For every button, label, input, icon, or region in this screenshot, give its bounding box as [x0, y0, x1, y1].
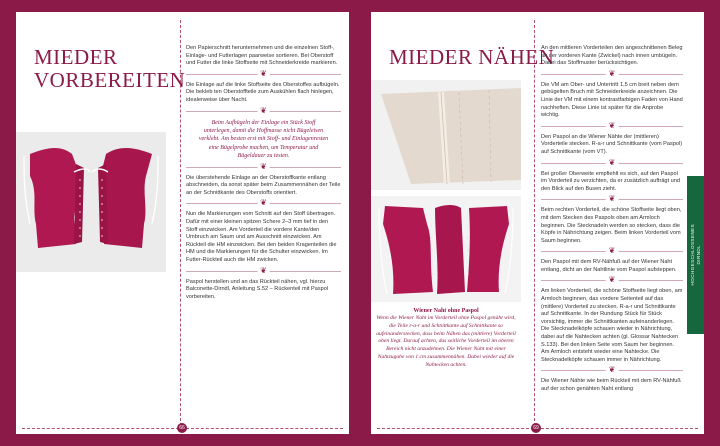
bodice-front-photo: [371, 196, 521, 302]
paragraph: Bei großer Oberweite empfiehlt es sich, auf den Paspol im Vorderteil zu verzichten, da er zusätzlich aufträgt und den Blick auf den Busen zieht.: [541, 170, 680, 192]
right-text-column: [541, 45, 683, 400]
ornament-divider: [186, 203, 341, 204]
ornament-divider: [541, 163, 683, 164]
bodice-parts-photo: [16, 132, 166, 272]
ornament-divider: [186, 167, 341, 168]
left-page-title: MIEDER VORBEREITEN: [34, 45, 186, 92]
page-number: 69: [531, 423, 541, 433]
chapter-side-tab[interactable]: [687, 176, 704, 334]
paragraph: Den Paspol mit dem RV-Nähfuß auf der Wiener Naht entlang, dicht an der Nahtlinie vom Paspol aufsteppen.: [541, 259, 677, 273]
paragraph: Die überstehende Einlage an der Oberstoffkante entlang abschneiden, da sonst später beim Zusammennähen der Teile an der Schnittkante des Oberstoffs orientiert.: [186, 174, 341, 196]
paragraph: Die Einlage auf die linke Stoffseite des Oberstoffes aufbügeln. Die bekleb ten Oberstoffteile zum Auskühlen flach hinlegen, idealerweise über Nacht.: [186, 81, 340, 103]
paragraph: Die Wiener Nähte wie beim Rückteil mit dem RV-Nähfuß auf der schon genähten Naht entlang: [541, 378, 681, 392]
canvas-basting-photo: [371, 80, 521, 190]
ornament-divider: [541, 370, 683, 371]
page-number: 66: [177, 423, 187, 433]
paragraph: Nun die Markierungen vom Schnitt auf den Stoff übertragen. Dafür mit einer kleinen spitzen Schere 2–3 mm tief in den Stoff einzwicken. Am Vorderteil die vordere Kante/den Umbruch am Saum und am Ausschnitt einzwicken. Am Rückteil die HM einzwicken. Bei den beiden Kragenteilen die HM und die Markierungen für die Schulter einzwicken. Im Futter-Rückteil auch die HM zwicken.: [186, 211, 337, 263]
tip-quote: Beim Aufbügeln der Einlage ein Stück Stoff unterlegen, damit die Hoffmasse nicht Bügeleisen verklebt. Am besten erst mit Stoff- und Einlagenresten eine Bügelprobe machen, um Temperatur und Bügeldauer zu testen.: [198, 119, 329, 160]
caption-title: Wiener Naht ohne Paspol: [413, 308, 479, 314]
left-page: [16, 12, 349, 434]
ornament-divider: [541, 280, 683, 281]
photo-caption: [375, 308, 517, 370]
left-text-column: [186, 45, 341, 307]
column-divider: [180, 20, 181, 426]
column-divider: [534, 20, 535, 426]
ornament-divider: [541, 126, 683, 127]
right-page-title: MIEDER NÄHEN: [389, 45, 555, 69]
paragraph: Beim rechten Vorderteil, die schöne Stoffseite liegt oben, mit dem Stecken des Paspols oben am Armloch beginnen. Die Stecknadeln werden so stecken, dass die Köpfe in Nährichtung zeigen. Beim linken Vorderteil vom Saum beginnen.: [541, 207, 682, 244]
ornament-divider: [541, 251, 683, 252]
paragraph: Paspol herstellen und an das Rückteil nähen, vgl. hierzu Balconette-Dirndl, Anleitung S.52 – Rückenteil mit Paspol vorbereiten.: [186, 278, 329, 300]
ornament-divider: [541, 199, 683, 200]
ornament-divider: [541, 74, 683, 75]
paragraph: Den Paspol an die Wiener Nähte der (mittleren) Vorderteile stecken. R-a-r und Schnittkante (vom Paspol) auf Schnittkante (vom VT).: [541, 133, 683, 155]
chapter-side-tab-label: HOCHGESCHLOSSENES DIRNDL: [689, 224, 701, 286]
paragraph: Am linken Vorderteil, die schöne Stoffseite liegt oben, am Armloch beginnen, das vordere Seitenteil auf das (mittlere) Vorderteil zu stecken. R-a-r und Schnittkante auf Schnittkante. In der Rundung Stück für Stück vorsichtig, immer die Schnittkanten aufeinanderlegen. Die Stecknadelköpfe schauen wieder in Nährichtung, dabei auf die Nahtecken achten (gl. Glossar Nahtecken S.133). Bei den linken Seite vom Saum her beginnen. Am Armloch entsteht wieder eine Nahtecke. Die Stecknadelköpfe schauen immer in Nährichtung.: [541, 288, 683, 363]
right-page: [371, 12, 704, 434]
ornament-divider: [186, 111, 341, 112]
paragraph: Die VM am Ober- und Untertritt 1,5 cm breit neben dem gebügelten Bruch mit Schneiderkreide anzeichnen. Die Linie der VM mit einem kontrastfarbigen Faden von Hand nachheften. Diese Linie ist später für die Anprobe wichtig.: [541, 81, 683, 119]
caption-text: Wenn die Wiener Naht im Vorderteil ohne Paspol genäht wird, die Teile r-a-r und Schnittkante auf Schnittkante so aufeinanderstecken, dass beim Nähen das (mittlere) Vorderteil oben liegt. Darauf achten, das seitliche Vorderteil im oberen Bereich nicht anzudehnen. Die Wiener Naht mit einer Nahtzugabe von 1 cm zusammennähen. Dabei wieder auf die Nahtecken achten.: [376, 315, 516, 368]
paragraph: Den Papierschnitt herunternehmen und die einzelnen Stoff-, Einlage- und Futterlagen paarweise sortieren. Bei Oberstoff und Futter die linke Stoffseite mit Schneiderkreide markieren.: [186, 45, 338, 67]
ornament-divider: [186, 74, 341, 75]
paragraph: An den mittleren Vorderteilen den angeschnittenen Beleg an der vorderen Kante (Zwickel) nach innen umbügeln. Dabei das Stoffmuster berücksichtigen.: [541, 45, 683, 67]
ornament-divider: [186, 271, 341, 272]
